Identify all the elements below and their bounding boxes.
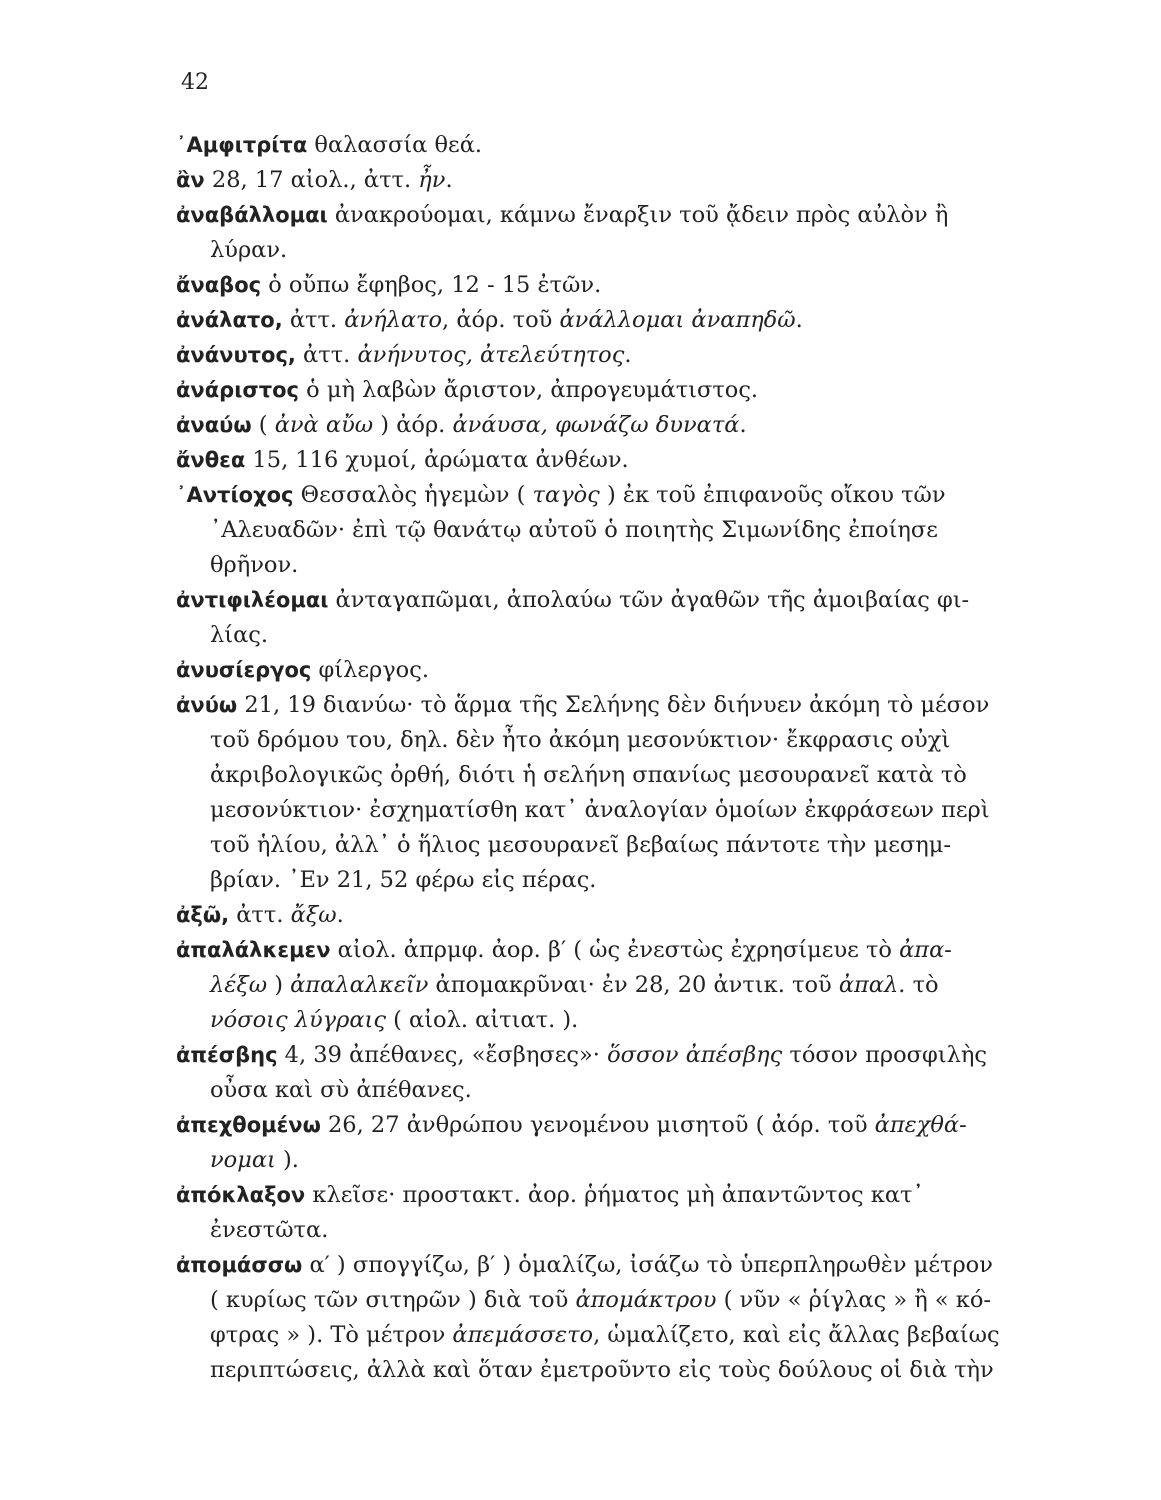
definition: ἀπομακρῦναι· ἐν 28, 20 ἀντικ. τοῦ [428,972,839,998]
entry-apalalkemen [176,933,1036,1038]
definition-continued [176,1283,1036,1318]
definition-continued: μεσονύκτιον· ἐσχηματίσθη κατ᾽ ἀναλογίαν ὁμοίων ἐκφράσεων περὶ [210,797,990,823]
headword: ἀναβάλλομαι [176,203,328,227]
definition-continued: βρίαν. ᾿Εν 21, 52 φέρω εἰς πέρας. [210,867,597,893]
definition: . [795,307,803,333]
definition: φτρας » ). Τὸ μέτρον [210,1322,453,1348]
definition: . [739,412,747,438]
definition: ( αἰολ. αἰτιατ. ). [385,1007,579,1033]
definition: ) ἐκ τοῦ ἐπιφανοῦς οἴκου τῶν [599,482,946,508]
headword: ἀνύω [176,693,238,717]
definition: ὁ μὴ λαβὼν ἄριστον, ἀπρογευμάτιστος. [299,377,759,403]
entry-anaristos [176,373,1036,408]
definition: αἰολ. ἀπρμφ. ἀορ. β′ ( ὡς ἐνεστὼς ἐχρησίμευε τὸ [330,937,900,963]
definition: ( [251,412,275,438]
headword: ἂν [176,168,205,192]
definition-italic: λέξω [210,972,268,998]
headword: ἀνάριστος [176,378,300,402]
definition-continued: ἀκριβολογικῶς ὀρθή, διότι ἡ σελήνη σπανίως μεσουρανεῖ κατὰ τὸ [210,762,967,788]
definition: κλεῖσε· προστακτ. ἀορ. ῥήματος μὴ ἀπαντῶντος κατ᾽ [305,1182,924,1208]
definition: ) ἀόρ. [373,412,453,438]
definition-italic: ἀπαλαλκεῖν [290,972,429,998]
definition: ἀνταγαπῶμαι, ἀπολαύω τῶν ἀγαθῶν τῆς ἀμοιβαίας φι- [328,587,970,613]
definition-italic: ἀνάυσα, φωνάζω δυνατά [452,412,740,438]
entry-apoklaxon [176,1178,1036,1248]
entry-antiphileomai [176,583,1036,653]
definition: . [336,902,344,928]
definition-continued: λίας. [210,622,269,648]
definition: α′ ) σπογγίζω, β′ ) ὁμαλίζω, ἰσάζω τὸ ὑπερπληρωθὲν μέτρον [302,1252,993,1278]
headword: ἀπόκλαξον [176,1183,306,1207]
headword: ἀνάνυτος, [176,343,296,367]
entry-anyo [176,688,1036,898]
definition-italic: ἄξω [290,902,337,928]
definition: . [445,167,453,193]
definition-italic: νόσοις λύγραις [210,1007,386,1033]
entry-an [176,163,1036,198]
headword: ᾿Αμφιτρίτα [176,133,308,157]
headword: ἄνθεα [176,448,246,472]
headword: ᾿Αντίοχος [176,483,294,507]
definition-continued: οὖσα καὶ σὺ ἀπέθανες. [210,1077,472,1103]
definition: ) [267,972,291,998]
definition: ἀττ. [229,902,291,928]
definition: 21, 19 διανύω· τὸ ἅρμα τῆς Σελήνης δὲν διήνυεν ἀκόμη τὸ μέσον [237,692,990,718]
definition-italic: ἀπεμάσσετο [452,1322,594,1348]
definition: 15, 116 χυμοί, ἀρώματα ἀνθέων. [245,447,629,473]
definition: , ἀόρ. τοῦ [442,307,560,333]
definition-italic: ἀνὰ αὔω [274,412,374,438]
headword: ἀπαλάλκεμεν [176,938,331,962]
entry-apechthomeno [176,1108,1036,1178]
definition-continued: τοῦ δρόμου του, δηλ. δὲν ἦτο ἀκόμη μεσονύκτιον· ἔκφρασις οὐχὶ [210,727,951,753]
definition: ). [275,1147,299,1173]
definition-italic: ἀνάλλομαι ἀναπηδῶ [559,307,796,333]
entry-anysiergos [176,653,1036,688]
definition: 4, 39 ἀπέθανες, «ἔσβησες»· [277,1042,608,1068]
definition: ἀνακρούομαι, κάμνω ἔναρξιν τοῦ ᾄδειν πρὸς αὐλὸν ἢ [327,202,949,228]
definition-continued [176,968,1036,1003]
headword: ἀντιφιλέομαι [176,588,329,612]
definition-continued: περιπτώσεις, ἀλλὰ καὶ ὅταν ἐμετροῦντο εἰς τοὺς δούλους οἱ διὰ τὴν [210,1357,994,1383]
definition-continued: τοῦ ἡλίου, ἀλλ᾽ ὁ ἥλιος μεσουρανεῖ βεβαίως πάντοτε τὴν μεσημ- [210,832,951,858]
definition-continued: ἐνεστῶτα. [210,1217,329,1243]
definition: 26, 27 ἀνθρώπου γενομένου μισητοῦ ( ἀόρ. τοῦ [320,1112,875,1138]
headword: ἀναύω [176,413,252,437]
definition-continued: θρῆνον. [210,552,299,578]
definition-italic: ἀνήλατο [344,307,443,333]
definition-italic: ἦν [418,167,446,193]
definition-italic: ὅσσον ἀπέσβης [607,1042,783,1068]
entry-anthea [176,443,1036,478]
definition: ὁ οὔπω ἔφηβος, 12 - 15 ἐτῶν. [261,272,602,298]
definition: θαλασσία θεά. [307,132,483,158]
entry-axo [176,898,1036,933]
headword: ἀπομάσσω [176,1253,303,1277]
definition: ἀττ. [295,342,358,368]
definition: φίλεργος. [311,657,429,683]
headword: ἀνάλατο, [176,308,283,332]
entry-anabos [176,268,1036,303]
entry-apesbes [176,1038,1036,1108]
headword: ἀξῶ, [176,903,230,927]
definition: . [624,342,632,368]
entry-anauo [176,408,1036,443]
headword: ἀπεχθομένω [176,1113,321,1137]
headword: ἀνυσίεργος [176,658,312,682]
definition-continued [176,1003,1036,1038]
definition-continued [176,1318,1036,1353]
definition-italic: νομαι [210,1147,276,1173]
entry-ananytos [176,338,1036,373]
definition: , ὡμαλίζετο, καὶ εἰς ἄλλας βεβαίως [593,1322,1000,1348]
entry-anaballomai [176,198,1036,268]
entry-amphitrita [176,128,1036,163]
definition: Θεσσαλὸς ἡγεμὼν ( [293,482,533,508]
headword: ἄναβος [176,273,262,297]
definition: 28, 17 αἰολ., ἀττ. [204,167,419,193]
headword: ἀπέσβης [176,1043,278,1067]
entry-apomasso [176,1248,1036,1388]
definition-italic: ταγὸς [532,482,600,508]
definition: ἀττ. [282,307,345,333]
definition-italic: ἀπαλ. [838,972,906,998]
definition-continued [176,1143,1036,1178]
definition: ( νῦν « ῥίγλας » ἢ « κό- [716,1287,992,1313]
entry-analato [176,303,1036,338]
definition-italic: ἀπα- [899,937,952,963]
entry-antiochos [176,478,1036,583]
definition-italic: ἀπομάκτρου [575,1287,717,1313]
definition-continued: λύραν. [210,237,288,263]
page-number: 42 [181,70,209,95]
definition-continued: ᾿Αλευαδῶν· ἐπὶ τῷ θανάτῳ αὐτοῦ ὁ ποιητὴς Σιμωνίδης ἐποίησε [210,517,938,543]
definition: τόσον προσφιλὴς [782,1042,987,1068]
definition-italic: ἀνήνυτος, ἀτελεύτητος [357,342,625,368]
definition: ( κυρίως τῶν σιτηρῶν ) διὰ τοῦ [210,1287,576,1313]
definition: τὸ [905,972,939,998]
definition-italic: ἀπεχθά- [874,1112,967,1138]
